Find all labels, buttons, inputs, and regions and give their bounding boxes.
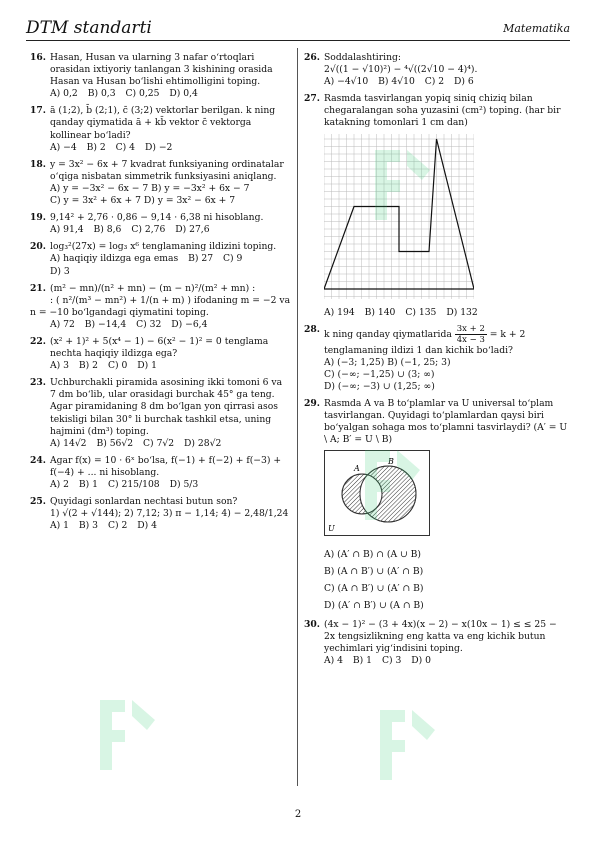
question-number: 17. — [30, 105, 46, 117]
option-a[interactable]: A) 14√2 — [50, 437, 87, 449]
option-b[interactable]: B) 2 — [86, 141, 106, 153]
question-number: 27. — [304, 93, 320, 105]
option-row-ab[interactable]: A) (−3; 1,25) B) (−1, 25; 3) — [324, 356, 451, 368]
question-18 — [30, 159, 288, 207]
question-text: (4x − 1)² − (3 + 4x)(x − 2) − x(10x − 1) ≤ ≤ 25 − 2x tengsizlikning eng katta va eng kichik butun yechimlari yig‘indisini toping. — [324, 618, 557, 654]
option-b[interactable]: B) 3 — [78, 520, 99, 532]
option-d[interactable]: D) 0 — [411, 654, 431, 666]
option-d[interactable]: D) (−∞; −3) ∪ (1,25; ∞) — [324, 381, 435, 393]
universal-set-label: U — [328, 523, 335, 533]
watermark-logo-bottom-left — [80, 690, 170, 780]
option-a[interactable]: A) 72 — [50, 318, 75, 330]
question-text: Quyidagi sonlardan nechtasi butun son? — [50, 496, 238, 508]
option-c[interactable]: C) 0,25 — [125, 88, 160, 100]
answer-options — [50, 142, 288, 154]
question-text: tenglamaning ildizi 1 dan kichik bo‘ladi? — [324, 344, 513, 356]
option-c[interactable]: C) 3 — [381, 654, 402, 666]
answer-options — [324, 655, 568, 667]
answer-options — [324, 357, 568, 393]
option-c[interactable]: C) (A ∩ B′) ∪ (A′ ∩ B) — [324, 582, 424, 594]
option-a[interactable]: A) 4 — [324, 654, 343, 666]
question-number: 26. — [304, 52, 320, 63]
option-b[interactable]: B) 4√10 — [378, 76, 415, 88]
option-c[interactable]: C) 0 — [107, 360, 128, 372]
option-c[interactable]: C) 7√2 — [143, 437, 175, 449]
watermark-logo-bottom-right — [360, 700, 450, 790]
answer-options — [50, 438, 288, 450]
option-d[interactable]: D) 132 — [446, 306, 478, 318]
option-d[interactable]: D) 6 — [454, 76, 474, 88]
question-17 — [30, 105, 288, 153]
question-number: 23. — [30, 377, 46, 389]
question-number: 18. — [30, 158, 46, 170]
question-number: 25. — [30, 496, 46, 508]
option-row-ab[interactable]: A) y = −3x² − 6x − 7 B) y = −3x² + 6x − 7 — [50, 182, 250, 194]
option-b[interactable]: B) −14,4 — [84, 318, 127, 330]
question-28 — [304, 324, 568, 393]
question-text: y = 3x² − 6x + 7 kvadrat funksiyaning ordinatalar o‘qiga nisbatan simmetrik funksiyasini aniqlang. — [50, 158, 284, 182]
question-number: 19. — [30, 212, 46, 224]
question-20 — [30, 241, 288, 277]
page-header — [26, 18, 570, 41]
question-text: n = −10 bo‘lgandagi qiymatini toping. — [30, 306, 209, 318]
header-title: DTM standarti — [26, 18, 152, 38]
question-text: log₃²(27x) = log₃ x⁶ tenglamaning ildizini toping. — [50, 241, 277, 253]
option-a[interactable]: A) 3 — [50, 360, 69, 372]
option-a[interactable]: A) haqiqiy ildizga ega emas — [50, 253, 179, 265]
question-26 — [304, 52, 568, 88]
option-d[interactable]: D) −6,4 — [171, 318, 208, 330]
option-c[interactable]: C) 2 — [107, 520, 128, 532]
option-c[interactable]: C) 2,76 — [131, 224, 166, 236]
option-a[interactable]: A) (A′ ∩ B) ∩ (A ∪ B) — [324, 548, 421, 560]
question-expression: (m² − mn)/(n² + mn) − (m − n)²/(m² + mn) : — [50, 282, 256, 294]
option-c[interactable]: C) (−∞; −1,25) ∪ (3; ∞) — [324, 368, 435, 380]
option-c[interactable]: C) 4 — [115, 141, 136, 153]
question-22 — [30, 336, 288, 372]
option-b[interactable]: B) 56√2 — [96, 437, 134, 449]
option-c[interactable]: C) 32 — [136, 318, 162, 330]
question-text: Soddalashtiring: — [324, 52, 401, 63]
option-d[interactable]: D) 5/3 — [169, 479, 199, 490]
question-text: Rasmda A va B to‘plamlar va U universal to‘plam tasvirlangan. Quyidagi to‘plamlardan qaysi biri bo‘yalgan sohaga mos to‘plamni tasvirlaydi? (A′ = U \ A; B′ = U \ B) — [324, 398, 568, 446]
fraction-denominator: 4x − 3 — [456, 334, 485, 345]
answer-options — [50, 253, 288, 277]
answer-options — [324, 546, 568, 614]
question-29 — [304, 398, 568, 613]
answer-options — [50, 224, 288, 236]
question-number: 16. — [30, 52, 46, 63]
column-divider — [297, 48, 298, 786]
question-number: 30. — [304, 618, 320, 630]
question-text: Agar f(x) = 10 · 6ˣ bo‘lsa, f(−1) + f(−2) + f(−3) + f(−4) + ... ni hisoblang. — [50, 454, 282, 478]
question-text: ā (1;2), b̄ (2;1), c̄ (3;2) vektorlar berilgan. k ning qanday qiymatida ā + kb̄ vektor c̄ vektorga kollinear bo‘ladi? — [50, 105, 276, 141]
question-expression: 2√((1 − √10)²) − ⁴√((2√10 − 4)⁴). — [324, 64, 478, 76]
question-expression-continued: : ( n²/(m³ − mn²) + 1/(n + m) ) ifodaning m = −2 va — [50, 294, 291, 306]
option-c[interactable]: C) 215/108 — [107, 479, 160, 490]
option-d[interactable]: D) 1 — [137, 360, 157, 372]
option-a[interactable]: A) −4√10 — [324, 76, 369, 88]
answer-options — [324, 307, 568, 319]
option-row-cd[interactable]: C) y = 3x² + 6x + 7 D) y = 3x² − 6x + 7 — [50, 195, 236, 207]
question-24 — [30, 455, 288, 491]
option-d[interactable]: D) 4 — [137, 520, 157, 532]
grid-polygon-figure — [324, 134, 474, 299]
question-21 — [30, 282, 291, 331]
number-list: 1) √(2 + √144); 2) 7,12; 3) π − 1,14; 4) − 2,48/1,24 — [50, 508, 289, 520]
option-b[interactable]: B) (A ∩ B′) ∪ (A′ ∩ B) — [324, 565, 424, 577]
venn-diagram — [324, 450, 430, 536]
answer-options — [324, 76, 568, 88]
option-a[interactable]: A) 2 — [50, 479, 69, 490]
option-a[interactable]: A) 194 — [324, 306, 355, 318]
question-text: Uchburchakli piramida asosining ikki tomoni 6 va 7 dm bo‘lib, ular orasidagi burchak 45° ga teng. Agar piramidaning 8 dm bo‘lgan yon qirrasi asos tekisligi bilan 30° li burchak tashkil etsa, uning hajmini (dm³) toping. — [50, 377, 283, 437]
option-b[interactable]: B) 140 — [364, 306, 396, 318]
question-number: 24. — [30, 454, 46, 466]
question-25 — [30, 496, 288, 532]
header-subject: Matematika — [503, 22, 570, 35]
answer-options — [50, 360, 288, 372]
option-b[interactable]: B) 27 — [188, 253, 214, 265]
option-d[interactable]: D) 0,4 — [169, 88, 198, 100]
option-c[interactable]: C) 135 — [405, 306, 437, 318]
question-number: 22. — [30, 335, 46, 347]
option-a[interactable]: A) −4 — [50, 141, 77, 153]
right-column — [304, 52, 568, 672]
answer-options — [50, 479, 288, 491]
page-number: 2 — [294, 809, 302, 820]
question-text-start: k ning qanday qiymatlarida — [324, 328, 452, 340]
option-b[interactable]: B) 1 — [352, 654, 373, 666]
question-30 — [304, 619, 568, 667]
question-number: 20. — [30, 241, 46, 253]
option-a[interactable]: A) 0,2 — [50, 88, 78, 100]
answer-options — [50, 88, 288, 100]
left-column — [30, 52, 291, 537]
set-b-label: B — [388, 456, 394, 466]
option-a[interactable]: A) 1 — [50, 520, 69, 532]
question-number: 21. — [30, 282, 46, 294]
question-text-equals: = k + 2 — [489, 328, 526, 340]
option-d[interactable]: D) −2 — [144, 141, 173, 153]
option-c[interactable]: C) 2 — [424, 76, 445, 88]
option-b[interactable]: B) 2 — [78, 360, 99, 372]
option-d[interactable]: D) 28√2 — [184, 437, 222, 449]
question-19 — [30, 212, 288, 236]
question-text: (x² + 1)² + 5(x⁴ − 1) − 6(x² − 1)² = 0 tenglama nechta haqiqiy ildizga ega? — [50, 335, 269, 360]
option-c[interactable]: C) 9 — [222, 253, 243, 265]
fraction-numerator: 3x + 2 — [456, 323, 485, 334]
question-text: Hasan, Husan va ularning 3 nafar o‘rtoqlari orasidan ixtiyoriy tanlangan 3 kishining orasida Hasan va Husan bo‘lishi ehtimolligini toping. — [50, 52, 273, 88]
question-number: 29. — [304, 398, 320, 410]
option-b[interactable]: B) 1 — [78, 479, 99, 490]
answer-options — [50, 183, 288, 207]
answer-options — [50, 520, 288, 532]
question-text: Rasmda tasvirlangan yopiq siniq chiziq bilan chegaralangan soha yuzasini (cm²) toping. (har bir katakning tomonlari 1 cm dan) — [324, 93, 561, 129]
answer-options — [50, 319, 288, 331]
question-16 — [30, 52, 288, 100]
question-number: 28. — [304, 323, 320, 335]
option-d[interactable]: D) (A′ ∩ B′) ∪ (A ∩ B) — [324, 599, 424, 611]
question-23 — [30, 377, 288, 450]
question-text: 9,14² + 2,76 · 0,86 − 9,14 · 6,38 ni hisoblang. — [50, 212, 264, 224]
option-a[interactable]: A) 91,4 — [50, 224, 84, 236]
option-b[interactable]: B) 0,3 — [87, 88, 116, 100]
option-d[interactable]: D) 27,6 — [175, 224, 210, 236]
fraction — [455, 324, 487, 345]
set-a-label: A — [354, 463, 360, 473]
question-27 — [304, 93, 568, 318]
option-b[interactable]: B) 8,6 — [93, 224, 122, 236]
option-d[interactable]: D) 3 — [50, 265, 70, 277]
